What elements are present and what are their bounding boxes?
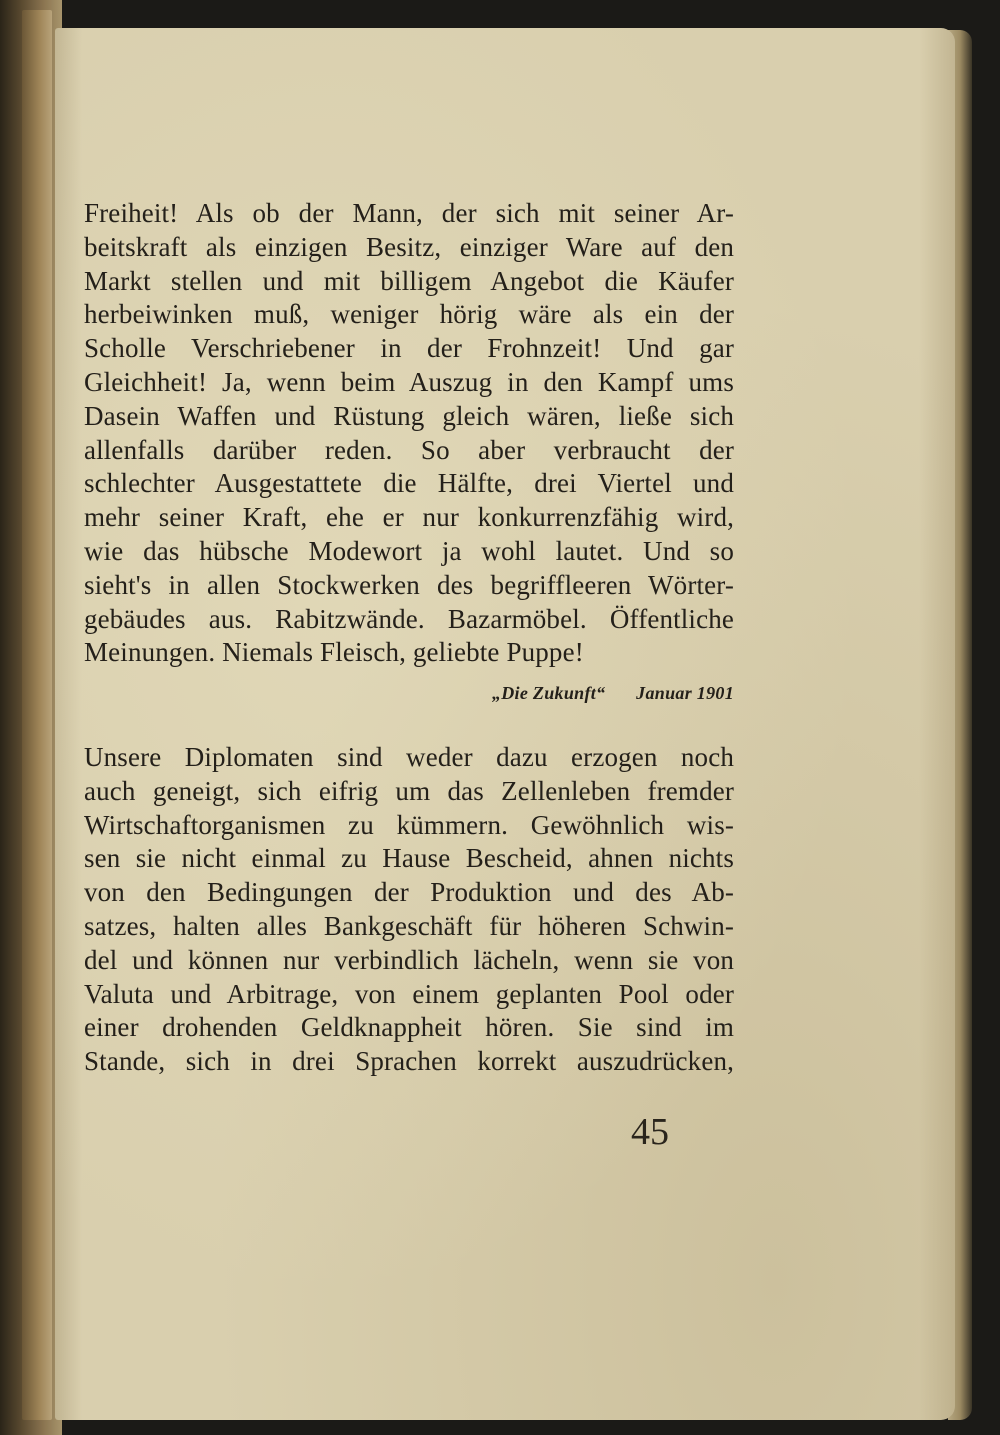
text-line: sieht's in allen Stockwerken des begriffleeren Wörter- xyxy=(84,569,734,600)
text-line: von den Bedingungen der Produktion und des Ab- xyxy=(84,877,734,908)
left-page-edge xyxy=(22,10,52,1420)
text-line: Wirtschaftorganismen zu kümmern. Gewöhnlich wis- xyxy=(84,809,734,840)
paragraph-2 xyxy=(84,741,734,1079)
citation-date: Januar 1901 xyxy=(636,683,734,703)
text-line: Meinungen. Niemals Fleisch, geliebte Puppe! xyxy=(84,637,584,668)
text-line: Freiheit! Als ob der Mann, der sich mit seiner Ar- xyxy=(84,198,734,228)
paragraph-1 xyxy=(84,197,734,670)
text-line: herbeiwinken muß, weniger hörig wäre als ein der xyxy=(84,299,734,330)
citation-source: „Die Zukunft“ xyxy=(491,683,606,703)
text-line: allenfalls darüber reden. So aber verbraucht der xyxy=(84,434,734,465)
text-line: gebäudes aus. Rabitzwände. Bazarmöbel. Öffentliche xyxy=(84,603,734,634)
text-line: del und können nur verbindlich lächeln, wenn sie von xyxy=(84,944,734,975)
text-line: Dasein Waffen und Rüstung gleich wären, ließe sich xyxy=(84,400,734,431)
text-line: Valuta und Arbitrage, von einem geplanten Pool oder xyxy=(84,978,734,1009)
text-line: satzes, halten alles Bankgeschäft für höheren Schwin- xyxy=(84,910,734,941)
text-line: Gleichheit! Ja, wenn beim Auszug in den Kampf ums xyxy=(84,366,734,397)
text-line: beitskraft als einzigen Besitz, einziger Ware auf den xyxy=(84,231,734,262)
text-line: einer drohenden Geldknappheit hören. Sie sind im xyxy=(84,1012,734,1043)
text-line: wie das hübsche Modewort ja wohl lautet. Und so xyxy=(84,535,734,566)
text-line: Scholle Verschriebener in der Frohnzeit! Und gar xyxy=(84,333,734,364)
text-line: auch geneigt, sich eifrig um das Zellenleben fremder xyxy=(84,775,734,806)
text-line: schlechter Ausgestattete die Hälfte, drei Viertel und xyxy=(84,468,734,499)
text-line: Markt stellen und mit billigem Angebot die Käufer xyxy=(84,265,734,296)
text-line: sen sie nicht einmal zu Hause Bescheid, ahnen nichts xyxy=(84,843,734,874)
citation xyxy=(84,683,734,704)
text-line: Unsere Diplomaten sind weder dazu erzogen noch xyxy=(84,742,734,772)
text-line: Stande, sich in drei Sprachen korrekt auszudrücken, xyxy=(84,1046,734,1077)
text-line: mehr seiner Kraft, ehe er nur konkurrenzfähig wird, xyxy=(84,502,734,533)
page-number: 45 xyxy=(631,1111,669,1153)
